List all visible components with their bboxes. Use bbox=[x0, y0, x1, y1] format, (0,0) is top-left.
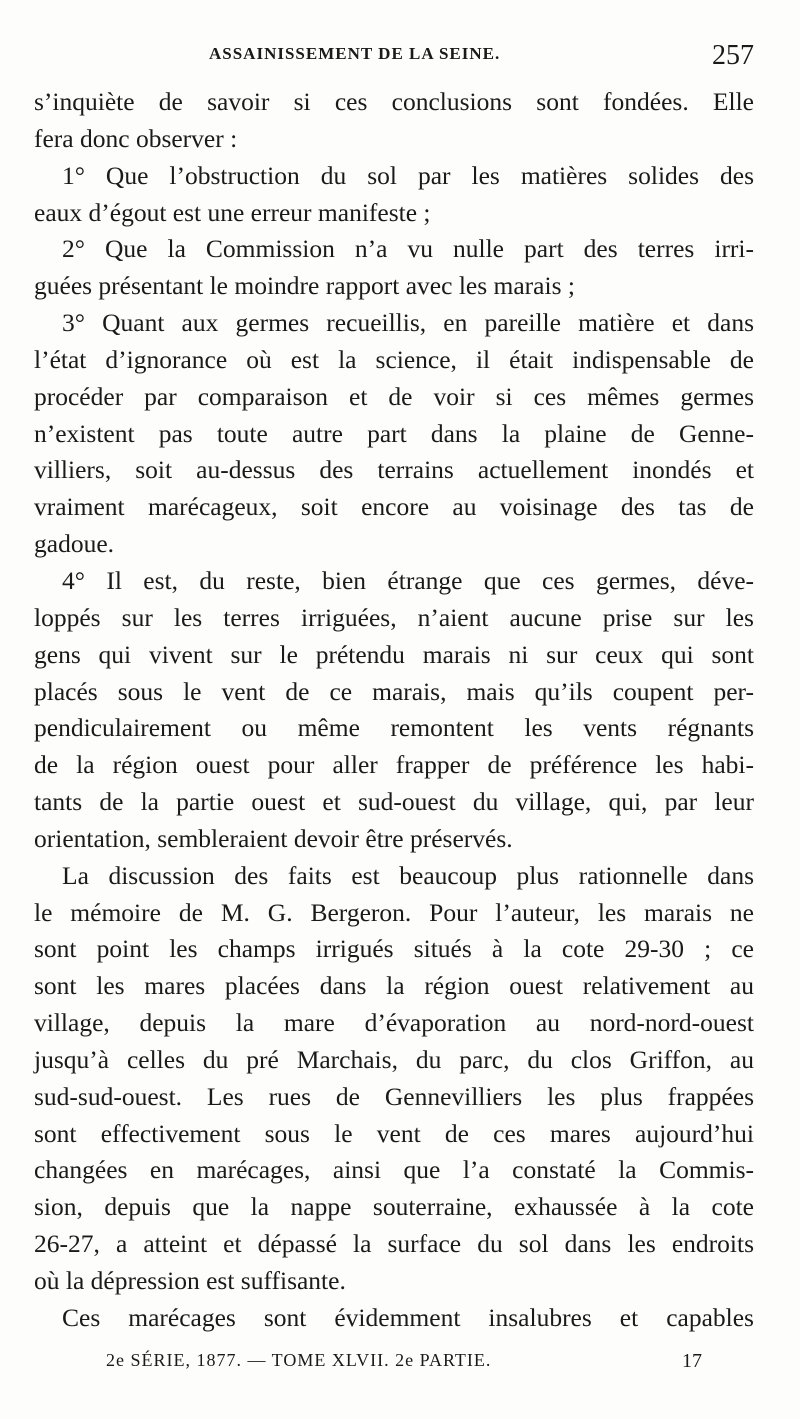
page-header bbox=[34, 40, 754, 80]
text-line: sud-sud-ouest. Les rues de Gennevilliers les plus frappées bbox=[34, 1081, 754, 1111]
text-line: jusqu’à celles du pré Marchais, du parc, du clos Griffon, au bbox=[34, 1044, 754, 1074]
text-line: eaux d’égout est une erreur manifeste ; bbox=[34, 197, 431, 227]
text-line: loppés sur les terres irriguées, n’aient aucune prise sur les bbox=[34, 602, 754, 632]
text-line: tants de la partie ouest et sud-ouest du village, qui, par leur bbox=[34, 787, 754, 817]
page-footer bbox=[34, 1350, 754, 1380]
running-title: ASSAINISSEMENT DE LA SEINE. bbox=[209, 44, 501, 63]
text-line: guées présentant le moindre rapport avec les marais ; bbox=[34, 271, 575, 301]
text-line: sont point les champs irrigués situés à la cote 29-30 ; ce bbox=[34, 934, 754, 964]
text-line: 3° Quant aux germes recueillis, en pareille matière et dans bbox=[62, 308, 754, 338]
text-line: pendiculairement ou même remontent les vents régnants bbox=[34, 713, 754, 743]
body-text bbox=[34, 84, 754, 1337]
text-line: 1° Que l’obstruction du sol par les matières solides des bbox=[62, 160, 754, 190]
text-line: La discussion des faits est beaucoup plus rationnelle dans bbox=[62, 860, 754, 890]
text-line: 2° Que la Commission n’a vu nulle part des terres irri- bbox=[62, 234, 754, 264]
text-line: orientation, sembleraient devoir être préservés. bbox=[34, 823, 513, 853]
text-line: gens qui vivent sur le prétendu marais ni sur ceux qui sont bbox=[34, 639, 754, 669]
text-line: procéder par comparaison et de voir si ces mêmes germes bbox=[34, 381, 754, 411]
text-line: où la dépression est suffisante. bbox=[34, 1266, 346, 1295]
text-line: Ces marécages sont évidemment insalubres et capables bbox=[62, 1302, 754, 1332]
signature-number: 17 bbox=[682, 1350, 702, 1372]
text-line: sont effectivement sous le vent de ces mares aujourd’hui bbox=[34, 1118, 754, 1148]
text-line: placés sous le vent de ce marais, mais qu’ils coupent per- bbox=[34, 676, 754, 706]
text-line: de la région ouest pour aller frapper de préférence les habi- bbox=[34, 750, 754, 780]
text-line: sion, depuis que la nappe souterraine, exhaussée à la cote bbox=[34, 1192, 754, 1222]
text-line: sont les mares placées dans la région ouest relativement au bbox=[34, 971, 754, 1001]
text-line: gadoue. bbox=[34, 529, 115, 559]
text-line: changées en marécages, ainsi que l’a constaté la Commis- bbox=[34, 1155, 754, 1185]
page-number: 257 bbox=[712, 40, 754, 71]
signature-mark: 2e SÉRIE, 1877. — TOME XLVII. 2e PARTIE. bbox=[106, 1350, 492, 1370]
text-line: 4° Il est, du reste, bien étrange que ces germes, déve- bbox=[62, 565, 754, 595]
text-line: village, depuis la mare d’évaporation au nord-nord-ouest bbox=[34, 1008, 754, 1038]
text-line: 26-27, a atteint et dépassé la surface du sol dans les endroits bbox=[34, 1229, 754, 1259]
text-line: le mémoire de M. G. Bergeron. Pour l’auteur, les marais ne bbox=[34, 897, 754, 927]
text-line: vraiment marécageux, soit encore au voisinage des tas de bbox=[34, 492, 754, 522]
text-line: s’inquiète de savoir si ces conclusions sont fondées. Elle bbox=[34, 87, 754, 116]
text-line: n’existent pas toute autre part dans la plaine de Genne- bbox=[34, 418, 754, 448]
text-line: fera donc observer : bbox=[34, 123, 238, 153]
text-line: villiers, soit au-dessus des terrains actuellement inondés et bbox=[34, 455, 754, 485]
text-line: l’état d’ignorance où est la science, il était indispensable de bbox=[34, 344, 754, 374]
